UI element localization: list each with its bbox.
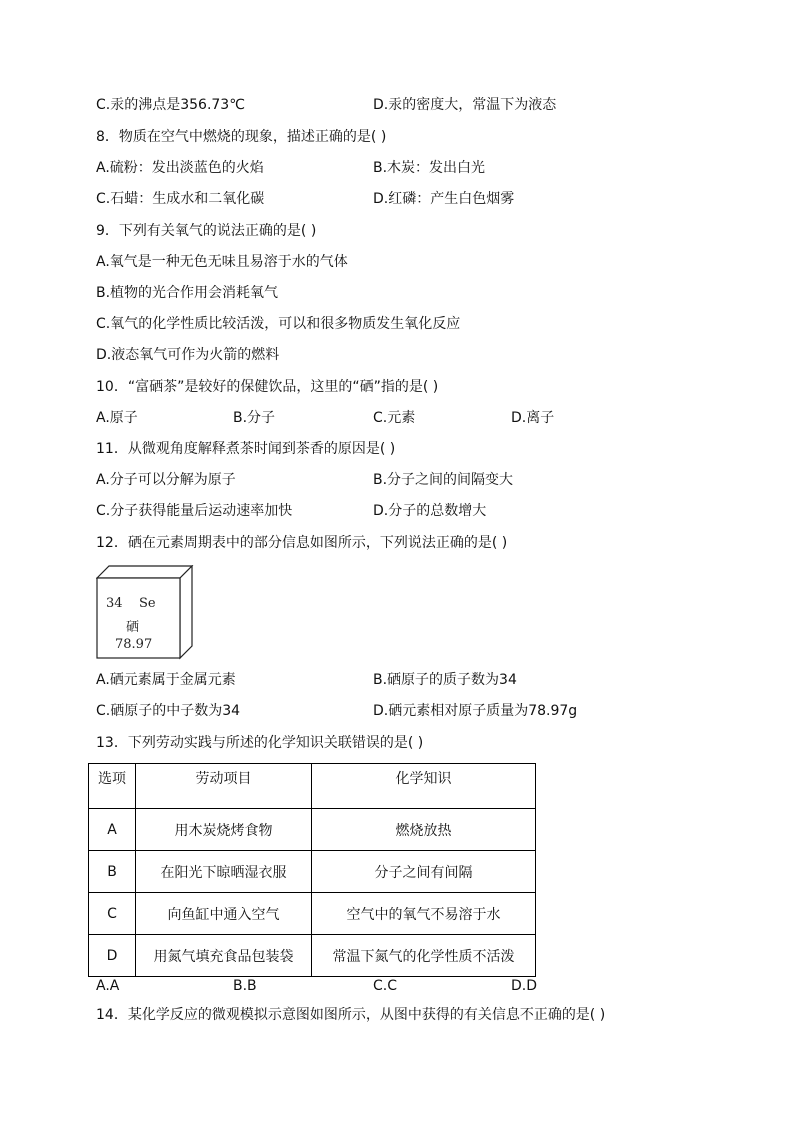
element-symbol: Se <box>139 596 156 611</box>
q11-option-d: D.分子的总数增大 <box>373 503 487 519</box>
q11-option-a: A.分子可以分解为原子 <box>96 472 236 488</box>
element-name: 硒 <box>126 620 140 635</box>
q11-option-c: C.分子获得能量后运动速率加快 <box>96 503 293 519</box>
table-cell: 在阳光下晾晒湿衣服 <box>136 851 312 893</box>
q9-option-b: B.植物的光合作用会消耗氧气 <box>96 285 279 301</box>
q9-option-a: A.氧气是一种无色无味且易溶于水的气体 <box>96 254 348 270</box>
q7-option-c: C.汞的沸点是356.73℃ <box>96 97 245 113</box>
q13-option-d: D.D <box>511 978 538 994</box>
q10-option-a: A.原子 <box>96 410 138 426</box>
table-cell: 分子之间有间隔 <box>312 851 536 893</box>
q9-option-d: D.液态氧气可作为火箭的燃料 <box>96 347 280 363</box>
table-row <box>89 851 536 893</box>
table-cell: 用氮气填充食品包装袋 <box>136 935 312 977</box>
table-cell: 常温下氮气的化学性质不活泼 <box>312 935 536 977</box>
table-header: 选项 <box>89 764 136 809</box>
q13-option-a: A.A <box>96 978 120 994</box>
q8-option-b: B.木炭：发出白光 <box>373 160 486 176</box>
q11-stem: 11．从微观角度解释煮茶时闻到茶香的原因是( ) <box>96 441 396 457</box>
table-cell: 空气中的氧气不易溶于水 <box>312 893 536 935</box>
q11-option-b: B.分子之间的间隔变大 <box>373 472 514 488</box>
q12-stem: 12．硒在元素周期表中的部分信息如图所示，下列说法正确的是( ) <box>96 535 508 551</box>
table-row <box>89 809 536 851</box>
q13-stem: 13．下列劳动实践与所述的化学知识关联错误的是( ) <box>96 735 424 751</box>
q13-option-b: B.B <box>233 978 257 994</box>
q12-option-d: D.硒元素相对原子质量为78.97g <box>373 703 578 719</box>
atomic-mass: 78.97 <box>115 637 153 652</box>
q10-option-d: D.离子 <box>511 410 555 426</box>
q9-option-c: C.氧气的化学性质比较活泼，可以和很多物质发生氧化反应 <box>96 316 461 332</box>
q8-option-a: A.硫粉：发出淡蓝色的火焰 <box>96 160 264 176</box>
q12-option-b: B.硒原子的质子数为34 <box>373 672 517 688</box>
q8-option-c: C.石蜡：生成水和二氧化碳 <box>96 191 265 207</box>
table-cell: C <box>89 893 136 935</box>
table-header-row <box>89 764 536 809</box>
table-cell: 用木炭烧烤食物 <box>136 809 312 851</box>
q10-option-c: C.元素 <box>373 410 416 426</box>
q10-option-b: B.分子 <box>233 410 276 426</box>
table-header: 劳动项目 <box>136 764 312 809</box>
q12-option-c: C.硒原子的中子数为34 <box>96 703 241 719</box>
table-row <box>89 893 536 935</box>
table-cell: 燃烧放热 <box>312 809 536 851</box>
atomic-number: 34 <box>106 596 123 611</box>
table-row <box>89 935 536 977</box>
q10-stem: 10．“富硒茶”是较好的保健饮品，这里的“硒”指的是( ) <box>96 379 439 395</box>
periodic-table-cell <box>96 565 196 660</box>
table-header: 化学知识 <box>312 764 536 809</box>
table-cell: B <box>89 851 136 893</box>
table-cell: D <box>89 935 136 977</box>
q8-option-d: D.红磷：产生白色烟雾 <box>373 191 515 207</box>
q12-option-a: A.硒元素属于金属元素 <box>96 672 236 688</box>
table-cell: 向鱼缸中通入空气 <box>136 893 312 935</box>
q14-stem: 14．某化学反应的微观模拟示意图如图所示，从图中获得的有关信息不正确的是( ) <box>96 1007 606 1023</box>
q7-option-d: D.汞的密度大，常温下为液态 <box>373 97 557 113</box>
table-cell: A <box>89 809 136 851</box>
q13-option-c: C.C <box>373 978 398 994</box>
q8-stem: 8．物质在空气中燃烧的现象，描述正确的是( ) <box>96 129 387 145</box>
q9-stem: 9．下列有关氧气的说法正确的是( ) <box>96 223 317 239</box>
q13-table <box>88 763 536 977</box>
